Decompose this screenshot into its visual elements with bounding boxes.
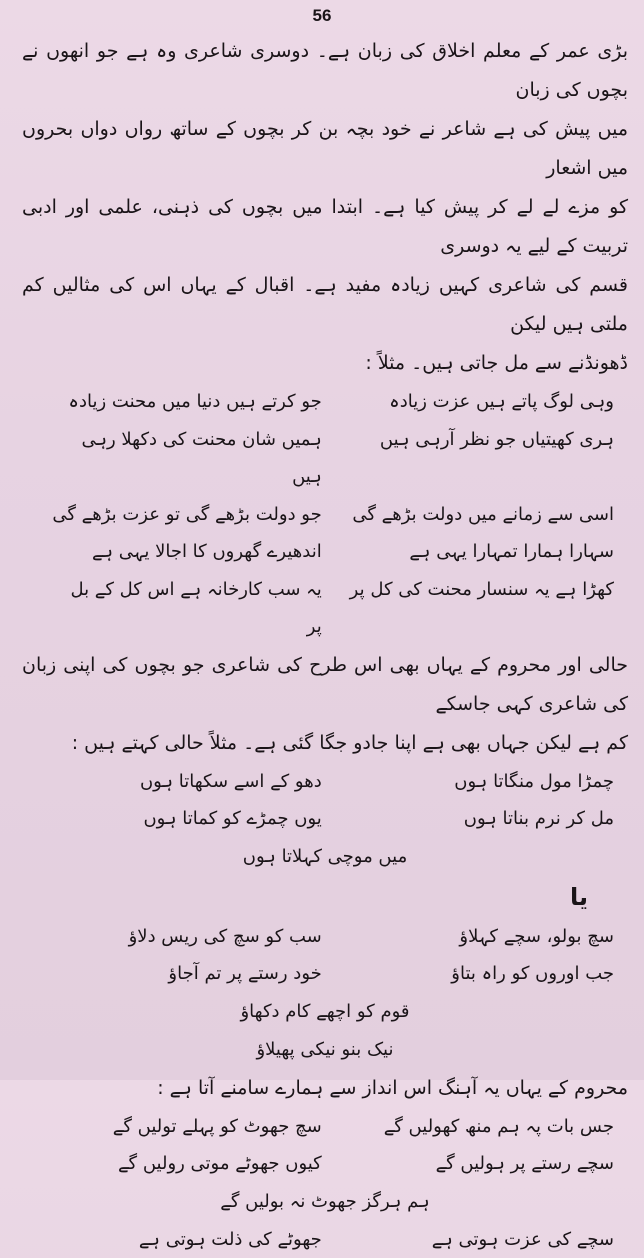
verse-couplet (22, 800, 628, 838)
hemistich: سچ بولو، سچے کہلاؤ (333, 918, 614, 956)
prose-line: حالی اور محروم کے یہاں بھی اس طرح کی شاعری جو بچوں کی اپنی زبان کی شاعری کہی جاسکے (22, 646, 628, 724)
hemistich: دھو کے اسے سکھاتا ہوں (52, 763, 322, 801)
verse-couplet (22, 421, 628, 496)
paragraph-hali (22, 646, 628, 763)
hemistich: اسی سے زمانے میں دولت بڑھے گی (333, 496, 614, 534)
hemistich: یہ سب کارخانہ ہے اس کل کے بل پر (52, 571, 322, 646)
hemistich: چمڑا مول منگاتا ہوں (333, 763, 614, 801)
page-content (22, 32, 628, 1258)
verse-couplet (22, 1145, 628, 1183)
verse-line: قوم کو اچھے کام دکھاؤ (22, 993, 628, 1031)
hemistich: اندھیرے گھروں کا اجالا یہی ہے (52, 533, 322, 571)
separator-word: یا (22, 876, 628, 918)
poem-iqbal (22, 383, 628, 646)
verse-couplet (22, 496, 628, 534)
hemistich: ہری کھیتیاں جو نظر آرہی ہیں (333, 421, 614, 496)
poem-hali (22, 763, 628, 876)
hemistich: وہی لوگ پاتے ہیں عزت زیادہ (333, 383, 614, 421)
paragraph-intro (22, 32, 628, 383)
hemistich: جھوٹے کی ذلت ہوتی ہے (52, 1221, 322, 1258)
hemistich: سہارا ہمارا تمہارا یہی ہے (333, 533, 614, 571)
verse-line: ہم ہرگز جھوٹ نہ بولیں گے (22, 1183, 628, 1221)
verse-couplet (22, 1221, 628, 1258)
verse-couplet (22, 571, 628, 646)
prose-line: بڑی عمر کے معلم اخلاق کی زبان ہے۔ دوسری شاعری وہ ہے جو انھوں نے بچوں کی زبان (22, 32, 628, 110)
prose-line: محروم کے یہاں یہ آہنگ اس انداز سے ہمارے سامنے آتا ہے : (22, 1069, 628, 1108)
hemistich: کیوں جھوٹے موتی رولیں گے (52, 1145, 322, 1183)
hemistich: جو دولت بڑھے گی تو عزت بڑھے گی (52, 496, 322, 534)
paragraph-mahroom (22, 1069, 628, 1108)
verse-couplet (22, 533, 628, 571)
hemistich: سب کو سچ کی ریس دلاؤ (52, 918, 322, 956)
prose-line: میں پیش کی ہے شاعر نے خود بچہ بن کر بچوں کے ساتھ رواں دواں بحروں میں اشعار (22, 110, 628, 188)
verse-couplet (22, 918, 628, 956)
verse-couplet (22, 1108, 628, 1146)
prose-line: کو مزے لے لے کر پیش کیا ہے۔ ابتدا میں بچوں کی ذہنی، علمی اور ادبی تربیت کے لیے یہ دوسری (22, 188, 628, 266)
hemistich: جب اوروں کو راہ بتاؤ (333, 955, 614, 993)
hemistich: خود رستے پر تم آجاؤ (52, 955, 322, 993)
poem-second (22, 918, 628, 1069)
prose-line: کم ہے لیکن جہاں بھی ہے اپنا جادو جگا گئی ہے۔ مثلاً حالی کہتے ہیں : (22, 724, 628, 763)
verse-couplet (22, 763, 628, 801)
poem-mahroom (22, 1108, 628, 1258)
verse-couplet (22, 383, 628, 421)
page-number: 56 (0, 6, 644, 26)
hemistich: سچ جھوٹ کو پہلے تولیں گے (52, 1108, 322, 1146)
hemistich: سچے کی عزت ہوتی ہے (333, 1221, 614, 1258)
hemistich: ہمیں شان محنت کی دکھلا رہی ہیں (52, 421, 322, 496)
hemistich: مل کر نرم بناتا ہوں (333, 800, 614, 838)
verse-line: میں موچی کہلاتا ہوں (22, 838, 628, 876)
prose-line: ڈھونڈنے سے مل جاتی ہیں۔ مثلاً : (22, 344, 628, 383)
prose-line: قسم کی شاعری کہیں زیادہ مفید ہے۔ اقبال کے یہاں اس کی مثالیں کم ملتی ہیں لیکن (22, 266, 628, 344)
hemistich: کھڑا ہے یہ سنسار محنت کی کل پر (333, 571, 614, 646)
verse-line: نیک بنو نیکی پھیلاؤ (22, 1031, 628, 1069)
hemistich: جو کرتے ہیں دنیا میں محنت زیادہ (52, 383, 322, 421)
verse-couplet (22, 955, 628, 993)
hemistich: سچے رستے پر ہولیں گے (333, 1145, 614, 1183)
hemistich: یوں چمڑے کو کماتا ہوں (52, 800, 322, 838)
hemistich: جس بات پہ ہم منھ کھولیں گے (333, 1108, 614, 1146)
